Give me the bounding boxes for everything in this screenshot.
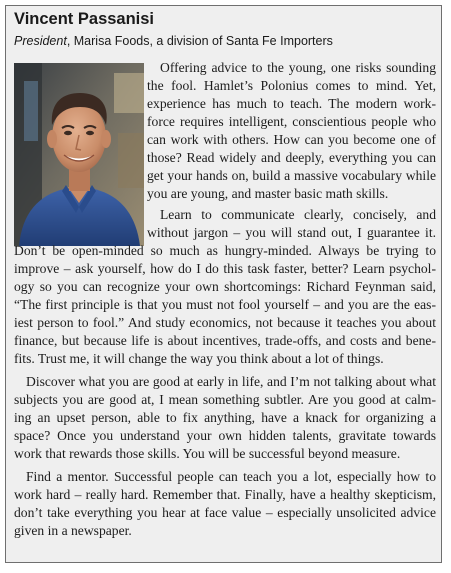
body-line: finance, but because life is about incentives, trade-offs, and costs and bene-: [14, 333, 436, 348]
body-line: without jargon – you will stand out, I guarantee it.: [147, 225, 436, 240]
body-line: given in a newspaper.: [14, 523, 132, 538]
body-line: experience has much to teach. The modern work-: [147, 96, 436, 111]
body-line: improve – ask yourself, how do I do this task faster, better? Learn psychol-: [14, 261, 436, 276]
body-line: the fool. Hamlet’s Polonius comes to mind. Yet,: [147, 78, 436, 93]
body-line: iest person to fool.” And study economics, not because it teaches you about: [14, 315, 436, 330]
body-line: Don’t be open-minded so much as hungry-minded. Always be trying to: [14, 243, 436, 258]
body-line: ing an upset person, able to fix anything, have a knack for organizing a: [14, 410, 436, 425]
body-line: “The first principle is that you must not fool yourself – and you are the eas-: [14, 297, 436, 312]
body-line: subjects you are good at, I mean something subtler. Are you good at calm-: [14, 392, 436, 407]
body-line: work hard – really hard. Remember that. Finally, have a healthy skepticism,: [14, 487, 436, 502]
body-line: force requires intelligent, conscientious people who: [147, 114, 436, 129]
person-role: [14, 33, 333, 49]
person-name: Vincent Passanisi: [14, 10, 155, 28]
body-line: Discover what you are good at early in life, and I’m not talking about what: [26, 374, 436, 389]
body-line: space? Once you understand your own hidden talents, gravitate towards: [14, 428, 436, 443]
headshot-photo: [14, 63, 144, 246]
body-line: can work with others. How can you become one of: [147, 132, 436, 147]
job-title: President: [14, 34, 67, 48]
body-line: Learn to communicate clearly, concisely, and: [160, 207, 436, 222]
body-line: Offering advice to the young, one risks sounding: [160, 60, 436, 75]
body-line: ogy so you can recognize your own shortcomings: Richard Feynman said,: [14, 279, 436, 294]
body-line: don’t take everything you hear at face value – especially unsolicited advice: [14, 505, 436, 520]
body-line: Find a mentor. Successful people can teach you a lot, especially how to: [26, 469, 436, 484]
body-line: get your hands on, build a massive vocabulary while: [147, 168, 436, 183]
affiliation: , Marisa Foods, a division of Santa Fe Importers: [66, 34, 333, 48]
body-line: fits. Trust me, it will change the way you think about a lot of things.: [14, 351, 384, 366]
body-line: those? Read widely and deeply, everything you can: [147, 150, 436, 165]
body-line: you are young, and master basic math skills.: [147, 186, 389, 201]
profile-panel: [5, 5, 442, 563]
body-line: work that rewards those skills. You will be successful beyond measure.: [14, 446, 401, 461]
